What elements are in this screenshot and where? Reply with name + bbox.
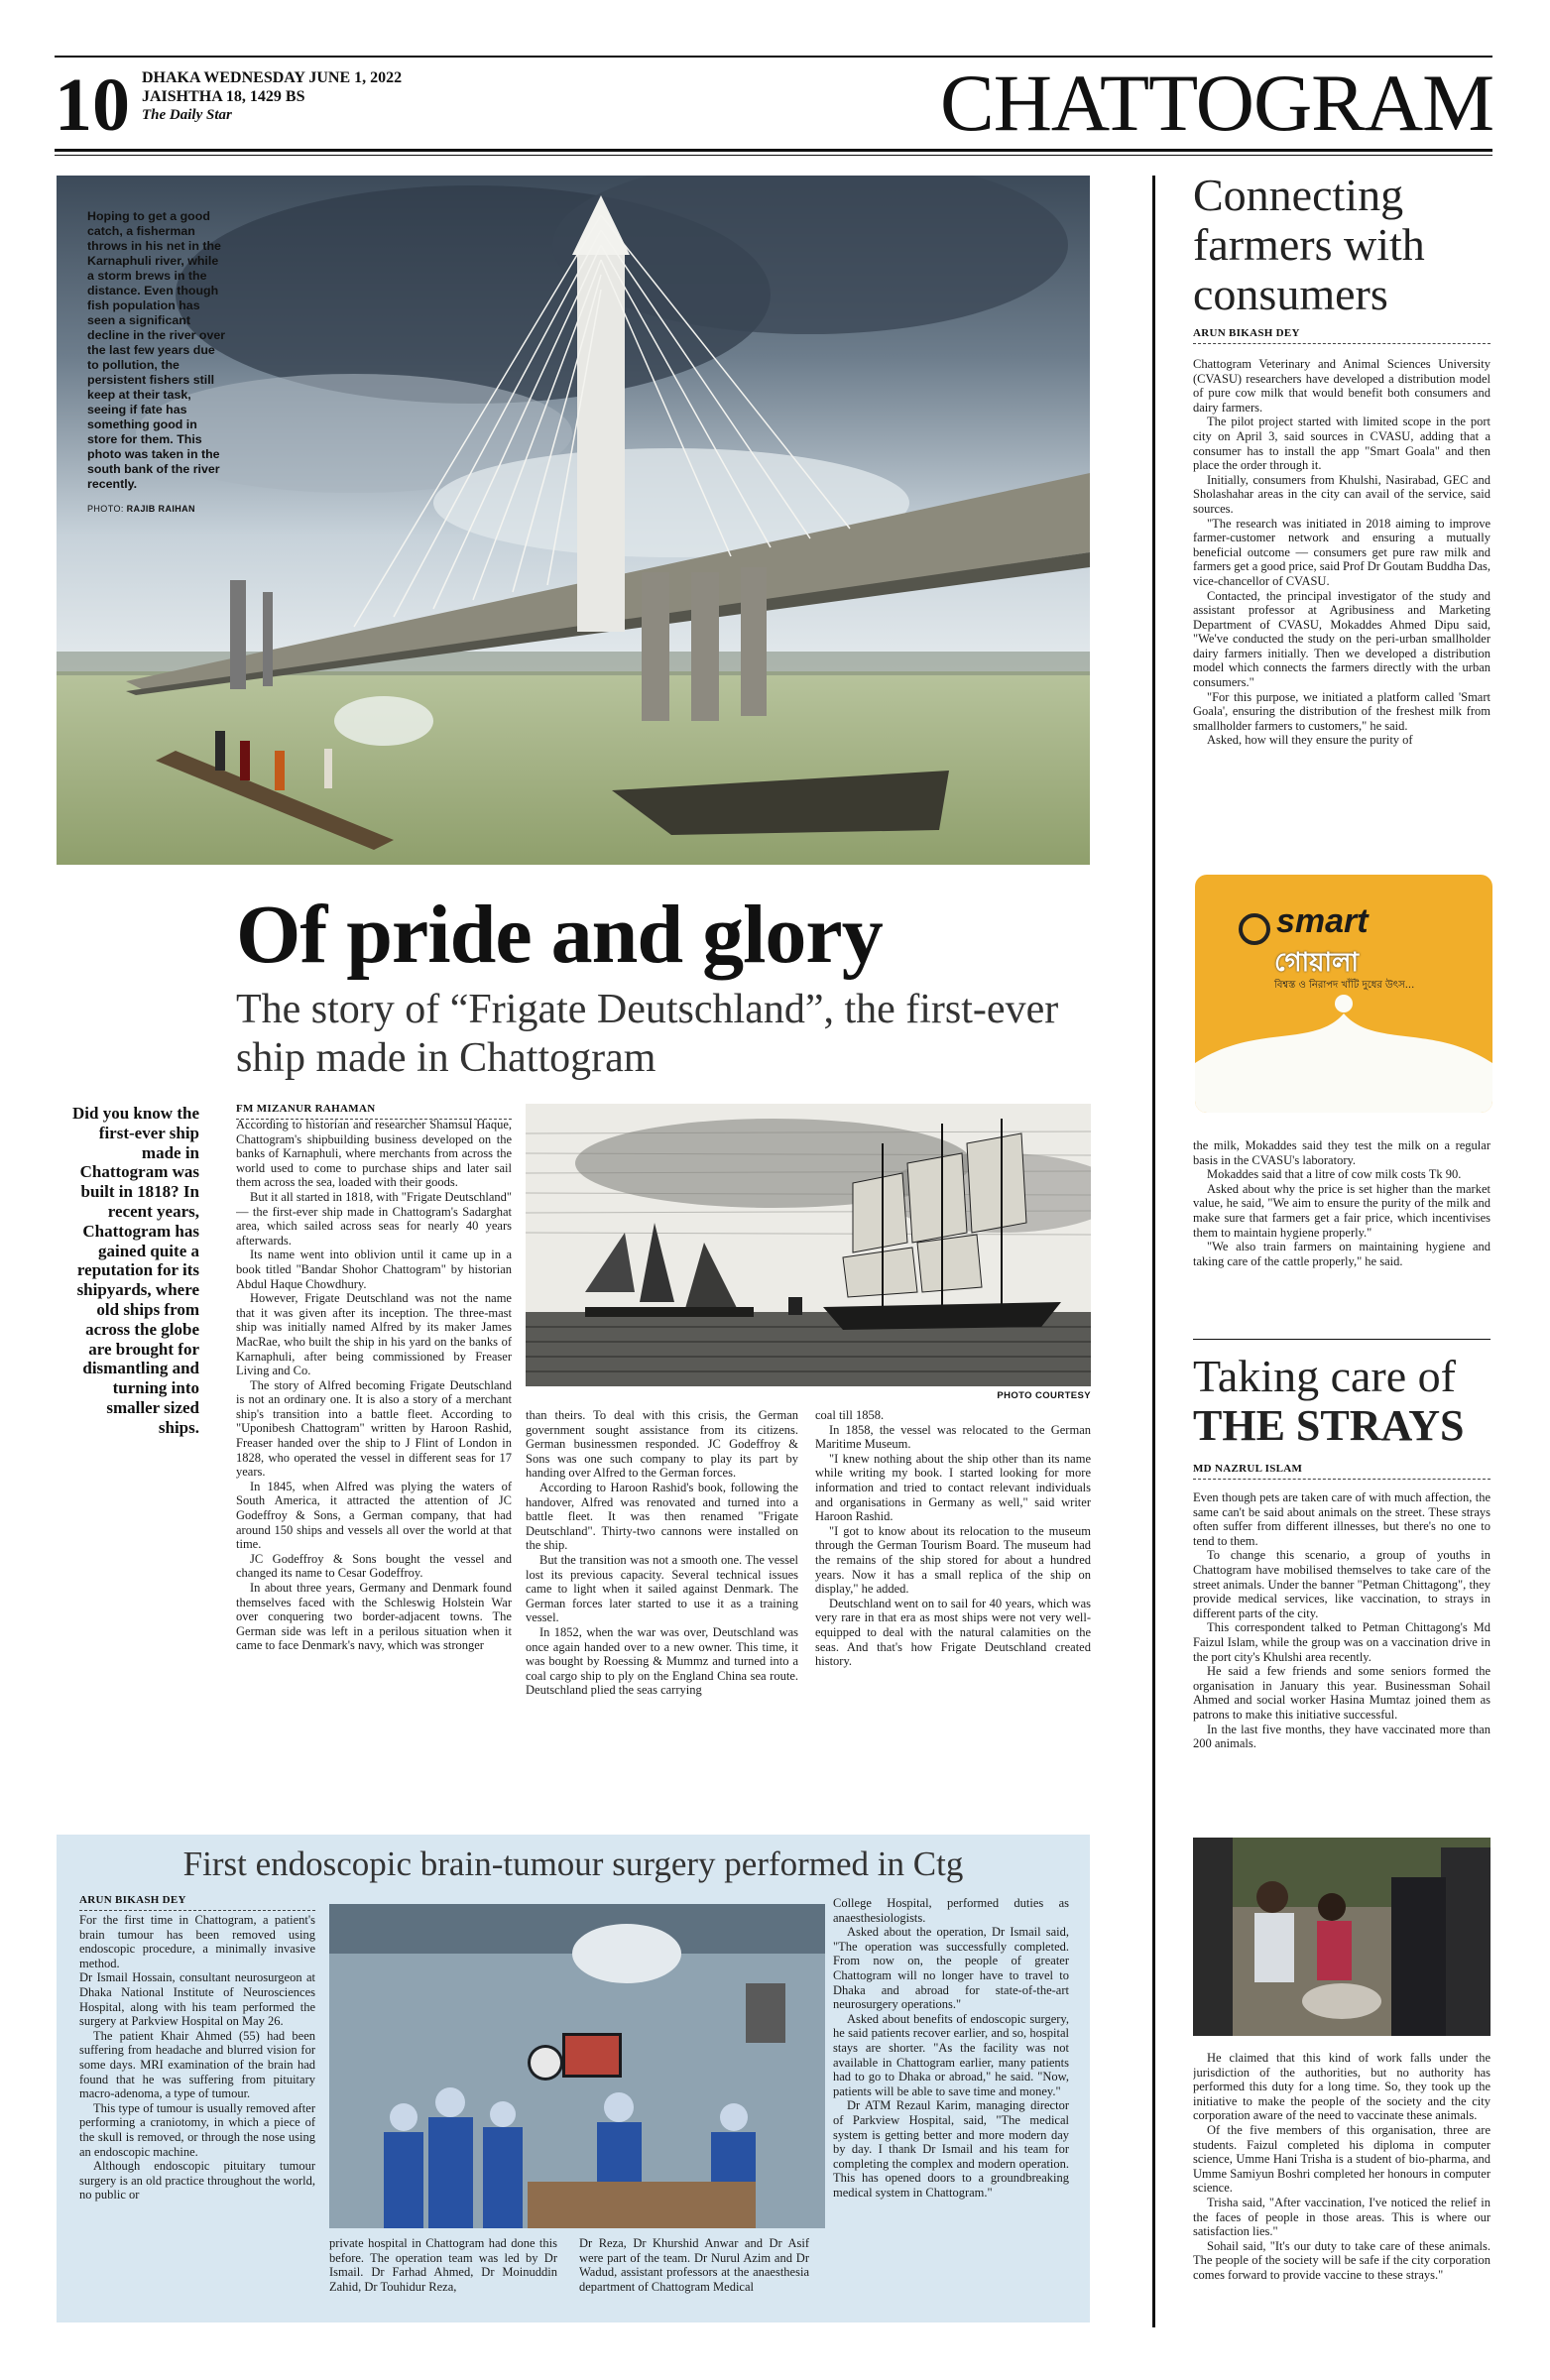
date-line-1: DHAKA WEDNESDAY JUNE 1, 2022 [142, 69, 403, 86]
main-col3-p4: "I got to know about its relocation to the museum through the German Tourism Board. The museum had the remains of the ship stored for about a hundred years. Now it has a small replica of the ship on display," he added. [815, 1523, 1091, 1597]
surgery-col1-p4: This type of tumour is usually removed after performing a craniotomy, in which a piece of the skull is removed, or through the nose using an endoscopic machine. [79, 2100, 315, 2159]
surgery-col1-p5: Although endoscopic pituitary tumour surgery is an old practice throughout the world, no public or [79, 2159, 315, 2202]
strays-p2: To change this scenario, a group of youths in Chattogram have mobilised themselves to take care of the street animals. Under the banner "Petman Chittagong", they provide medical services, like vaccination, to strays in different parts of the city. [1193, 1548, 1490, 1620]
farmers-p11: "We also train farmers on maintaining hygiene and taking care of the cattle properly," he said. [1193, 1240, 1490, 1268]
main-headline: Of pride and glory [236, 889, 883, 981]
farmers-p9: Mokaddes said that a litre of cow milk costs Tk 90. [1207, 1167, 1462, 1182]
surgery-col1-p1: For the first time in Chattogram, a patient's brain tumour has been removed using endoscopic procedure, a minimally invasive method. [79, 1913, 315, 1970]
strays-part1 [1193, 1490, 1490, 1813]
main-col3-p3: "I knew nothing about the ship other than its name while writing my book. I started looking for more information and tried to contact relevant individuals and organisations in Germany as well," said writer Haroon Rashid. [815, 1451, 1091, 1524]
surgery-col1-p3: The patient Khair Ahmed (55) had been suffering from headache and blurred vision for some days. MRI examination of the brain had found that he was suffering from pituitary macro-adenoma, a type of tumour. [79, 2028, 315, 2101]
strays-p7: Of the five members of this organisation, three are students. Faizul completed his diploma in computer science, Umme Hani Trisha is a student of bio-pharma, and Umme Samiyun Boshri completed her honours in computer science. [1193, 2122, 1490, 2196]
farmers-p8: the milk, Mokaddes said they test the milk on a regular basis in the CVASU's laboratory. [1193, 1138, 1490, 1167]
section-title: CHATTOGRAM [940, 58, 1493, 148]
farmers-p1: Chattogram Veterinary and Animal Sciences University (CVASU) researchers have developed a distribution model of pure cow milk that would benefit both consumers and dairy farmers. [1193, 357, 1490, 415]
main-dek: The story of “Frigate Deutschland”, the first-ever ship made in Chattogram [236, 987, 1059, 1081]
main-col2-p3: But the transition was not a smooth one. The vessel lost its previous capacity. Several technical issues came to light when it sailed against Denmark. The German forces later started to use it as a training vessel. [526, 1552, 798, 1625]
strays-headline-2: THE STRAYS [1193, 1401, 1465, 1450]
paper-logo: The Daily Star [142, 107, 232, 123]
photo-caption [87, 209, 226, 517]
smart-logo-bengali: গোয়ালা [1274, 948, 1359, 978]
surgery-col4 [833, 1896, 1069, 2315]
surgery-col3: Dr Reza, Dr Khurshid Anwar and Dr Asif were part of the team. Dr Nurul Azim and Dr Wadud, assistant professors at the anaesthesia department of Chattogram Medical [579, 2236, 809, 2294]
main-col2-p2: According to Haroon Rashid's book, following the handover, Alfred was renovated and turned into a battle fleet. It was then renamed "Frigate Deutschland". Thirty-two cannons were installed on the ship. [526, 1480, 798, 1553]
ship-engraving-art [526, 1104, 1091, 1386]
strays-p6: He claimed that this kind of work falls under the jurisdiction of the authorities, but no authority has performed this duty for a long time. So, they took up the initiative to make the people of the society and the city corporation aware of the need to vaccinate these animals. [1193, 2051, 1490, 2123]
main-story-col3 [815, 1408, 1091, 1785]
strays-photo-art [1193, 1838, 1490, 2036]
strays-photo [1193, 1838, 1490, 2036]
strays-headline-1: Taking care of [1193, 1351, 1456, 1401]
smart-goala-logo [1195, 875, 1492, 1113]
photo-caption-text: Hoping to get a good catch, a fisherman throws in his net in the Karnaphuli river, while a storm brews in the distance. Even though fish population has seen a significant decline in the river over the last few years due to pollution, the persistent fishers still keep at their task, seeing if fate has something good in store for them. This photo was taken in the south bank of the river recently. [87, 209, 226, 491]
strays-p3: This correspondent talked to Petman Chittagong's Md Faizul Islam, while the group was on a vaccination drive in the port city's Khulshi area recently. [1193, 1620, 1490, 1664]
ship-engraving [526, 1104, 1091, 1386]
photo-credit-name: RAJIB RAIHAN [126, 504, 195, 514]
strays-part2 [1193, 2051, 1490, 2330]
main-story-col1 [236, 1118, 512, 1782]
strays-p5: In the last five months, they have vaccinated more than 200 animals. [1193, 1722, 1490, 1751]
main-col3-p2: In 1858, the vessel was relocated to the German Maritime Museum. [815, 1422, 1091, 1452]
pull-quote: Did you know the first-ever ship made in Chattogram was built in 1818? In recent years, Chattogram has gained quite a reputation for its shipyards, where old ships from across the globe are brought for dismantling and turning into smaller sized ships. [71, 1104, 199, 1437]
strays-p9: Sohail said, "It's our duty to take care of these animals. The people of the society will be safe if the city corporation comes forward to provide vaccine to these strays." [1193, 2238, 1490, 2282]
smart-logo-tagline: বিশ্বস্ত ও নিরাপদ খাঁটি দুধের উৎস... [1274, 980, 1415, 991]
engraving-credit: PHOTO COURTESY [997, 1390, 1091, 1401]
surgery-box [57, 1835, 1090, 2322]
main-col1-p2: But it all started in 1818, with "Frigate Deutschland" — the first-ever ship made in Chattogram's Sadarghat area, which sailed across seas for nearly 40 years afterwards. [236, 1189, 512, 1248]
strays-rule [1193, 1339, 1490, 1340]
main-col2-p1: than theirs. To deal with this crisis, the German government sought assistance from its citizens. German businessmen responded. JC Godeffroy & Sons was one such company to play its part by handing over Alfred to the German forces. [526, 1408, 798, 1481]
main-col1-p7: JC Godeffroy & Sons bought the vessel and changed its name to Cesar Godeffroy. [236, 1551, 512, 1581]
farmers-part1 [1193, 357, 1490, 865]
strays-p8: Trisha said, "After vaccination, I've noticed the relief in the faces of people in those areas. This is where our satisfaction lies." [1193, 2195, 1490, 2239]
dateline [142, 68, 402, 125]
main-col1-p8: In about three years, Germany and Denmark found themselves faced with the Schleswig Holstein War over conquering two border-adjacent towns. The German side was left in a perilous situation when it came to face Denmark's navy, which was stronger [236, 1581, 512, 1653]
main-col3-p1: coal till 1858. [815, 1408, 885, 1422]
strays-p4: He said a few friends and some seniors formed the organisation in January this year. Businessman Sohail Ahmed and social worker Hasina Mumtaz joined them as patrons to make this initiative successful. [1193, 1664, 1490, 1722]
page-number: 10 [55, 63, 130, 147]
surgery-photo-art [329, 1904, 825, 2228]
main-col1-p3: Its name went into oblivion until it came up in a book titled "Bandar Shohor Chattogram" by historian Abdul Haque Chowdhury. [236, 1248, 512, 1291]
strays-headline [1193, 1352, 1490, 1451]
farmers-byline: ARUN BIKASH DEY [1193, 327, 1490, 344]
farmers-p7: Asked, how will they ensure the purity of [1207, 733, 1413, 748]
photo-credit-label: PHOTO: [87, 504, 124, 514]
main-col1-p4: However, Frigate Deutschland was not the name that it was given after its inception. The three-mast ship was initially named Alfred by its maker James MacRae, who built the ship in his yard on the banks of Karnaphuli, after being commissioned by Freaser Living and Co. [236, 1291, 512, 1378]
header-bottom-rule [55, 149, 1492, 152]
strays-byline: MD NAZRUL ISLAM [1193, 1463, 1490, 1480]
main-story-col2 [526, 1408, 798, 1785]
farmers-p2: The pilot project started with limited scope in the port city on April 3, said sources in CVASU, adding that a consumer has to install the app "Smart Goala" and then place the order through it. [1193, 415, 1490, 473]
farmers-p5: Contacted, the principal investigator of the study and assistant professor at Agribusiness and Marketing Department of CVASU, Mokaddes Ahmed Dipu said, "We've conducted the study on the peri-urban smallholder dairy farmers initially. Then we developed a distribution model which connects the farmers directly with the urban consumers." [1193, 588, 1490, 690]
surgery-col4-p4: Dr ATM Rezaul Karim, managing director of Parkview Hospital, said, "The medical system is getting better and more modern day by day. I thank Dr Ismail and his team for completing the complex and modern operation. This has opened doors to a groundbreaking medical system in Chattogram." [833, 2098, 1069, 2200]
strays-p1: Even though pets are taken care of with much affection, the same can't be said about animals on the street. These strays often suffer from different illnesses, but there's no one to tend to them. [1193, 1490, 1490, 1548]
main-col3-p5: Deutschland went on to sail for 40 years, which was very rare in that era as most ships were not very well-equipped to deal with the natural calamities on the seas. And that's how Frigate Deutschland created history. [815, 1596, 1091, 1669]
smart-logo-word: smart [1276, 902, 1369, 940]
surgery-col1 [79, 1913, 315, 2315]
header-bottom-rule-thin [55, 155, 1492, 156]
photo-credit [87, 502, 226, 517]
surgery-col4-p1: College Hospital, performed duties as anaesthesiologists. [833, 1896, 1069, 1925]
farmers-headline: Connecting farmers with consumers [1193, 170, 1425, 319]
bridge-photo [57, 176, 1090, 865]
surgery-photo [329, 1904, 825, 2228]
main-byline: FM MIZANUR RAHAMAN [236, 1103, 512, 1120]
date-line-2: JAISHTHA 18, 1429 BS [142, 88, 305, 105]
main-col1-p6: In 1845, when Alfred was plying the waters of South America, it attracted the attention of JC Godeffroy & Sons, a German company, that had around 150 ships and vessels all over the world at that time. [236, 1479, 512, 1552]
main-col2-p4: In 1852, when the war was over, Deutschland was once again handed over to a new owner. This time, it was bought by Roessing & Mummz and turned into a coal cargo ship to ply on the England China sea route. Deutschland plied the seas carrying [526, 1624, 798, 1698]
farmers-part2 [1193, 1138, 1490, 1322]
surgery-col4-p2: Asked about the operation, Dr Ismail said, "The operation was successfully completed. From now on, the people of greater Chattogram will no longer have to travel to Dhaka and abroad for state-of-the-art neurosurgery operations." [833, 1925, 1069, 2012]
farmers-p4: "The research was initiated in 2018 aiming to improve farmer-customer network and ensuring a mutually beneficial outcome — consumers get pure raw milk and farmers get a good price, said Prof Dr Goutam Buddha Das, vice-chancellor of CVASU. [1193, 516, 1490, 588]
surgery-headline: First endoscopic brain-tumour surgery performed in Ctg [182, 1844, 964, 1883]
surgery-col1-p2: Dr Ismail Hossain, consultant neurosurgeon at Dhaka National Institute of Neurosciences Hospital, along with his team performed the surgery at Parkview Hospital on May 26. [79, 1970, 315, 2029]
farmers-p6: "For this purpose, we initiated a platform called 'Smart Goala', ensuring the distribution of the freshest milk from smallholder farmers to customers," he said. [1193, 689, 1490, 733]
right-column-rule [1152, 176, 1155, 2327]
farmers-p10: Asked about why the price is set higher than the market value, he said, "We aim to ensure the purity of the milk and make sure that farmers get a fair price, which incentivises them to maintain hygiene properly." [1193, 1181, 1490, 1240]
main-col1-p5: The story of Alfred becoming Frigate Deutschland is not an ordinary one. It is also a story of a merchant ship's transition into a battle fleet. According to "Uponibesh Chattogram" written by Haroon Rashid, Freaser handed over the ship to J Flint of London in 1828, who operated the vessel in different seas for 17 years. [236, 1377, 512, 1480]
surgery-byline: ARUN BIKASH DEY [79, 1894, 315, 1911]
farmers-p3: Initially, consumers from Khulshi, Nasirabad, GEC and Sholashahar areas in the city can avail of the service, said sources. [1193, 472, 1490, 516]
main-col1-p1: According to historian and researcher Shamsul Haque, Chattogram's shipbuilding business developed on the banks of Karnaphuli, where merchants from across the world used to come to purchase ships and later sail them across the sea, loaded with their goods. [236, 1118, 512, 1190]
surgery-col4-p3: Asked about benefits of endoscopic surgery, he said patients recover earlier, and so, hospital stays are shorter. "As the facility was not available in Chattogram earlier, many patients had to go to Dhaka or abroad," he said. "Now, patients will be able to save time and money." [833, 2011, 1069, 2098]
surgery-col2: private hospital in Chattogram had done this before. The operation team was led by Dr Ismail. Dr Farhad Ahmed, Dr Moinuddin Zahid, Dr Touhidur Reza, [329, 2236, 557, 2294]
